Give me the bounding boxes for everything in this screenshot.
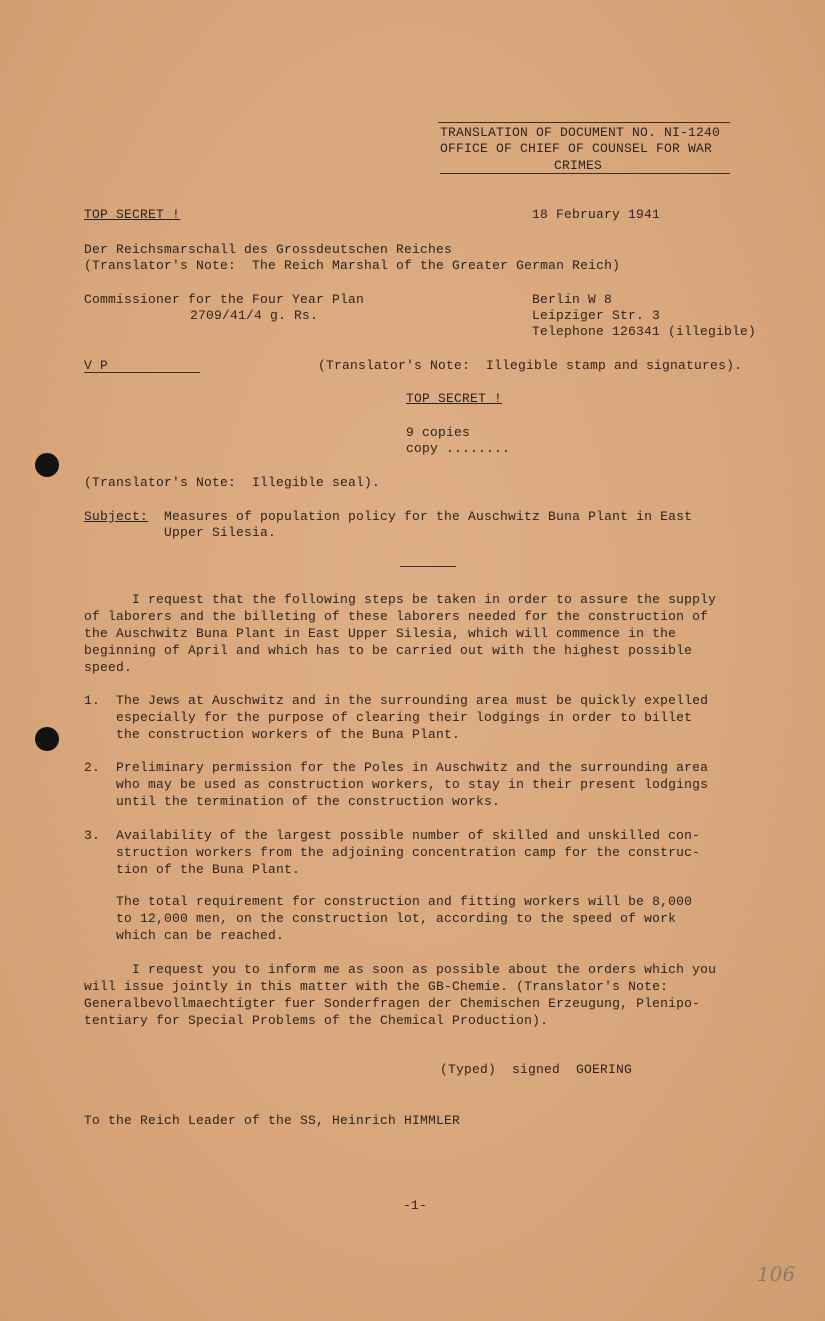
item-line: Availability of the largest possible number of skilled and unskilled con-: [116, 828, 701, 843]
item-line: until the termination of the construction works.: [116, 794, 501, 809]
requirement-line: The total requirement for construction and fitting workers will be 8,000: [116, 894, 693, 909]
subject-line-1: Measures of population policy for the Auschwitz Buna Plant in East: [156, 509, 693, 524]
sender-line-1: Der Reichsmarschall des Grossdeutschen Reiches: [84, 242, 453, 257]
item-number: 1.: [84, 693, 101, 708]
header-line-1: TRANSLATION OF DOCUMENT NO. NI-1240: [440, 125, 721, 140]
item-number: 2.: [84, 760, 101, 775]
item-line: the construction workers of the Buna Plant.: [116, 727, 461, 742]
item-line: who may be used as construction workers, to stay in their present lodgings: [116, 777, 709, 792]
intro-line: beginning of April and which has to be carried out with the highest possible: [84, 643, 693, 658]
copy-number: copy ........: [406, 441, 511, 456]
document-date: 18 February 1941: [532, 207, 661, 222]
header-line-2: OFFICE OF CHIEF OF COUNSEL FOR WAR: [440, 141, 713, 156]
addressee: To the Reich Leader of the SS, Heinrich HIMMLER: [84, 1113, 461, 1128]
requirement-line: to 12,000 men, on the construction lot, according to the speed of work: [116, 911, 677, 926]
archive-number: 106: [757, 1262, 796, 1286]
header-rule-bottom: [440, 173, 730, 174]
classification-top: TOP SECRET !: [84, 207, 181, 222]
address-line-2: Leipziger Str. 3: [532, 308, 661, 323]
vp-underline: [84, 372, 200, 373]
punch-hole-bottom: [35, 727, 59, 751]
requirement-line: which can be reached.: [116, 928, 285, 943]
item-line: tion of the Buna Plant.: [116, 862, 301, 877]
closing-line: Generalbevollmaechtigter fuer Sonderfragen der Chemischen Erzeugung, Plenipo-: [84, 996, 701, 1011]
punch-hole-top: [35, 453, 59, 477]
intro-line: the Auschwitz Buna Plant in East Upper Silesia, which will commence in the: [84, 626, 677, 641]
header-line-3: CRIMES: [554, 158, 603, 173]
closing-line: tentiary for Special Problems of the Chemical Production).: [84, 1013, 549, 1028]
address-line-1: Berlin W 8: [532, 292, 613, 307]
subject-label: Subject:: [84, 509, 149, 524]
sender-line-2: (Translator's Note: The Reich Marshal of the Greater German Reich): [84, 258, 621, 273]
office-reference: 2709/41/4 g. Rs.: [190, 308, 319, 323]
intro-line: I request that the following steps be taken in order to assure the supply: [84, 592, 717, 607]
closing-line: I request you to inform me as soon as possible about the orders which you: [84, 962, 717, 977]
stamp-note: (Translator's Note: Illegible stamp and signatures).: [318, 358, 743, 373]
vp-mark: V P: [84, 358, 109, 373]
classification-center: TOP SECRET !: [406, 391, 503, 406]
item-line: Preliminary permission for the Poles in Auschwitz and the surrounding area: [116, 760, 709, 775]
subject-line-2: Upper Silesia.: [164, 525, 277, 540]
signature-line: (Typed) signed GOERING: [440, 1062, 633, 1077]
office-title: Commissioner for the Four Year Plan: [84, 292, 365, 307]
closing-line: will issue jointly in this matter with the GB-Chemie. (Translator's Note:: [84, 979, 669, 994]
intro-line: of laborers and the billeting of these laborers needed for the construction of: [84, 609, 709, 624]
item-number: 3.: [84, 828, 101, 843]
item-line: The Jews at Auschwitz and in the surrounding area must be quickly expelled: [116, 693, 709, 708]
item-line: especially for the purpose of clearing their lodgings in order to billet: [116, 710, 693, 725]
copies-count: 9 copies: [406, 425, 471, 440]
item-line: struction workers from the adjoining concentration camp for the construc-: [116, 845, 701, 860]
seal-note: (Translator's Note: Illegible seal).: [84, 475, 381, 490]
page-number: -1-: [403, 1198, 428, 1213]
intro-line: speed.: [84, 660, 133, 675]
address-line-3: Telephone 126341 (illegible): [532, 324, 757, 339]
section-divider: [400, 566, 456, 567]
header-rule-top: [438, 122, 730, 123]
